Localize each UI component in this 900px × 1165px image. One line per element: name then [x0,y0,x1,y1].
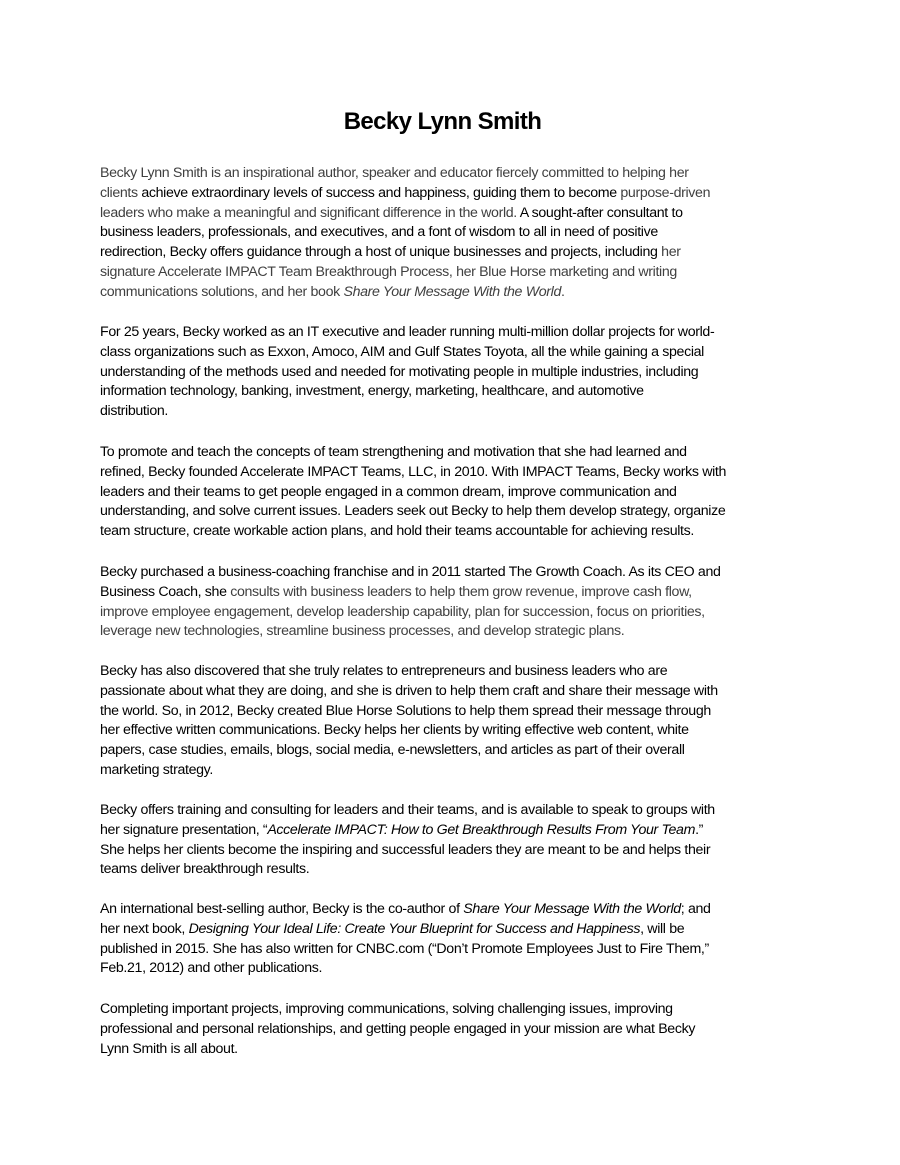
text-run: consults with business leaders to help them grow revenue, improve cash flow, [230,583,692,600]
text-run: passionate about what they are doing, and she is driven to help them craft and share their message with [100,682,718,699]
text-line [100,702,800,722]
text-line [100,463,800,483]
text-run: refined, Becky founded Accelerate IMPACT Teams, LLC, in 2010. With IMPACT Teams, Becky works with [100,463,727,480]
text-line [100,662,800,682]
italic-title: Accelerate IMPACT: How to Get Breakthrough Results From Your Team [267,821,696,838]
text-line [100,184,800,204]
paragraph-6 [100,801,800,880]
text-run: her next book, [100,920,189,937]
text-line [100,583,800,603]
text-run: professional and personal relationships, and getting people engaged in your mission are what Becky [100,1020,696,1037]
text-run: purpose-driven [620,184,711,201]
italic-title: Share Your Message With the World [463,901,681,917]
text-line [100,801,800,821]
text-run: For 25 years, Becky worked as an IT executive and leader running multi-million dollar projects for world- [100,324,715,340]
text-line [100,204,800,224]
text-line [100,483,800,503]
text-line [100,343,800,363]
text-run: her [661,244,681,261]
text-line [100,920,800,940]
text-run: improve employee engagement, develop leadership capability, plan for succession, focus on priorities, [100,603,705,620]
text-line [100,860,800,880]
text-line [100,283,800,303]
text-run: team structure, create workable action plans, and hold their teams accountable for achieving results. [100,523,694,540]
paragraph-8 [100,1000,800,1059]
text-line [100,721,800,741]
paragraph-5 [100,662,800,781]
text-line [100,263,800,283]
text-run: To promote and teach the concepts of team strengthening and motivation that she had learned and [100,444,687,460]
text-run: .” [695,821,704,838]
text-run: An international best-selling author, Becky is the co-author of [100,901,464,917]
text-run: understanding of the methods used and needed for motivating people in multiple industries, including [100,363,699,380]
paragraph-2 [100,323,800,422]
text-run: class organizations such as Exxon, Amoco, AIM and Gulf States Toyota, all the while gaining a special [100,343,704,360]
text-line [100,563,800,583]
text-run: the world. So, in 2012, Becky created Blue Horse Solutions to help them spread their message through [100,702,711,719]
text-run: papers, case studies, emails, blogs, social media, e-newsletters, and articles as part of their overall [100,742,685,759]
text-run: Becky purchased a business-coaching franchise and in 2011 started The Growth Coach. As its CEO and [100,564,721,580]
text-line [100,1000,800,1020]
text-line [100,761,800,781]
text-line [100,1020,800,1040]
text-line [100,323,800,343]
paragraph-4 [100,563,800,642]
text-run: leverage new technologies, streamline business processes, and develop strategic plans. [100,623,625,640]
text-run: information technology, banking, investment, energy, marketing, healthcare, and automotive [100,383,644,400]
page-title: Becky Lynn Smith [343,108,542,135]
text-run: . [561,283,565,300]
text-line [100,223,800,243]
text-run: Feb.21, 2012) and other publications. [100,960,323,977]
text-run: Business Coach, she [100,583,231,600]
italic-title: Share Your Message With the World [343,283,561,300]
text-run: clients [100,184,142,201]
text-run: leaders and their teams to get people engaged in a common dream, improve communication and [100,483,677,500]
text-line [100,243,800,263]
text-run: signature Accelerate IMPACT Team Breakthrough Process, her Blue Horse marketing and writing [100,263,677,280]
text-run: She helps her clients become the inspiring and successful leaders they are meant to be and helps their [100,841,711,858]
text-line [100,164,800,184]
paragraph-7 [100,900,800,979]
paragraph-1 [100,164,800,303]
text-run: marketing strategy. [100,761,213,778]
text-run: distribution. [100,403,169,420]
paragraph-3 [100,443,800,542]
text-line [100,1040,800,1060]
text-run: communications solutions, and her book [100,283,344,300]
text-line [100,900,800,920]
text-line [100,363,800,383]
text-run: teams deliver breakthrough results. [100,861,310,878]
text-run: published in 2015. She has also written for CNBC.com (“Don’t Promote Employees Just to Fire Them,” [100,940,709,957]
text-line [100,522,800,542]
text-run: Becky offers training and consulting for leaders and their teams, and is available to speak to groups with [100,802,715,818]
text-line [100,959,800,979]
text-run: achieve extraordinary levels of success and happiness, guiding them to become [141,184,621,201]
text-run: ; and [680,901,711,917]
text-run: Becky Lynn Smith is an inspirational author, speaker and educator fiercely committed to helping her [100,165,689,181]
text-run: A sought-after consultant to [519,204,683,221]
text-line [100,382,800,402]
text-run: understanding, and solve current issues. Leaders seek out Becky to help them develop strategy, organize [100,503,726,520]
text-run: , will be [640,920,685,937]
text-line [100,443,800,463]
text-line [100,821,800,841]
text-run: leaders who make a meaningful and significant difference in the world. [100,204,520,221]
text-line [100,502,800,522]
text-line [100,402,800,422]
text-run: Becky has also discovered that she truly relates to entrepreneurs and business leaders who are [100,663,668,679]
text-run: Lynn Smith is all about. [100,1040,238,1057]
text-run: her effective written communications. Becky helps her clients by writing effective web content, white [100,722,689,739]
text-run: redirection, Becky offers guidance through a host of unique businesses and projects, including [100,244,662,261]
text-line [100,741,800,761]
italic-title: Designing Your Ideal Life: Create Your Blueprint for Success and Happiness [188,920,641,937]
text-line [100,622,800,642]
text-line [100,940,800,960]
text-line [100,841,800,861]
text-run: business leaders, professionals, and executives, and a font of wisdom to all in need of positive [100,224,658,241]
text-run: Completing important projects, improving communications, solving challenging issues, improving [100,1001,673,1017]
text-line [100,682,800,702]
text-line [100,603,800,623]
text-run: her signature presentation, “ [100,821,268,838]
